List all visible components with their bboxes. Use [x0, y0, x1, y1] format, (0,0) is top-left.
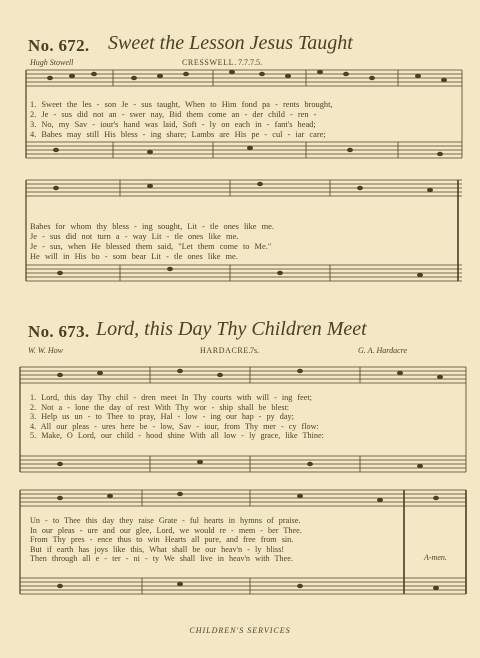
- hymn-author: Hugh Stowell: [30, 58, 74, 67]
- hymn-title: Sweet the Lesson Jesus Taught: [108, 32, 353, 54]
- hymn-673-system2-lyrics: [30, 516, 458, 564]
- lyric-line: 5. Make, O Lord, our child - hood shine With all low - ly grace, like Thine:: [30, 431, 324, 441]
- hymn-number: No. 672.: [28, 36, 90, 55]
- hymn-672-system2-lyrics: [30, 222, 458, 262]
- tune-name: CRESSWELL.: [182, 58, 237, 67]
- lyric-line: 1. Lord, this day Thy chil - dren meet In Thy courts with will - ing feet;: [30, 393, 312, 402]
- lyric-line: Then through all e - ter - ni - ty We shall live in heav'n with Thee.: [30, 554, 293, 564]
- lyric-line: 2. Je - sus did not an - swer nay, Bid them come an - der child - ren -: [30, 110, 317, 119]
- lyric-line: 2. Not a - lone the day of rest With Thy wor - ship shall be blest:: [30, 402, 290, 412]
- amen-label: A-men.: [424, 553, 447, 562]
- tune-name: HARDACRE.: [200, 346, 252, 355]
- lyric-line: 4. Babes may still His bless - ing share; Lambs are His pe - cul - iar care;: [30, 130, 326, 139]
- lyric-line: 3. Help us un - to Thee to pray, Hal - low - ing our hap - py day;: [30, 412, 294, 422]
- lyric-line: But if earth has joys like this, What shall be our heav'n - ly bliss!: [30, 544, 285, 554]
- hymn-672-system1-lyrics: [30, 100, 458, 140]
- tune-meter: 7.7.7.5.: [238, 58, 262, 67]
- lyric-line: He will in His bo - som bear Lit - tle ones like me.: [30, 252, 238, 261]
- lyric-line: Je - sus, when He blessed them said, "Let them come to Me.": [30, 242, 272, 251]
- hymn-number: No. 673.: [28, 322, 90, 341]
- lyric-line: Babes for whom thy bless - ing sought, Lit - tle ones like me.: [30, 222, 274, 231]
- page-footer: CHILDREN'S SERVICES: [189, 626, 291, 635]
- lyric-line: In our pleas - ure and our glee, Lord, we would re - mem - ber Thee.: [30, 525, 302, 535]
- tune-meter: 7s.: [250, 346, 260, 355]
- hymn-title: Lord, this Day Thy Children Meet: [96, 318, 367, 340]
- hymn-author: W. W. How: [28, 346, 63, 355]
- lyric-line: 1. Sweet the les - son Je - sus taught, When to Him fond pa - rents brought,: [30, 100, 333, 109]
- lyric-line: Un - to Thee this day they raise Grate - ful hearts in hymns of praise.: [30, 516, 301, 525]
- lyric-line: 4. All our pleas - ures here be - low, Sav - iour, from Thy mer - cy flow:: [30, 421, 319, 431]
- lyric-line: Je - sus did not turn a - way Lit - tle ones like me.: [30, 232, 239, 241]
- hymn-673-system1-lyrics: [30, 393, 458, 441]
- lyric-line: 3. No, my Sav - iour's hand was laid, Soft - ly on each in - fant's head;: [30, 120, 316, 129]
- hymn-composer: G. A. Hardacre: [358, 346, 408, 355]
- lyric-line: From Thy pres - ence thus to win Hearts all pure, and free from sin.: [30, 535, 294, 545]
